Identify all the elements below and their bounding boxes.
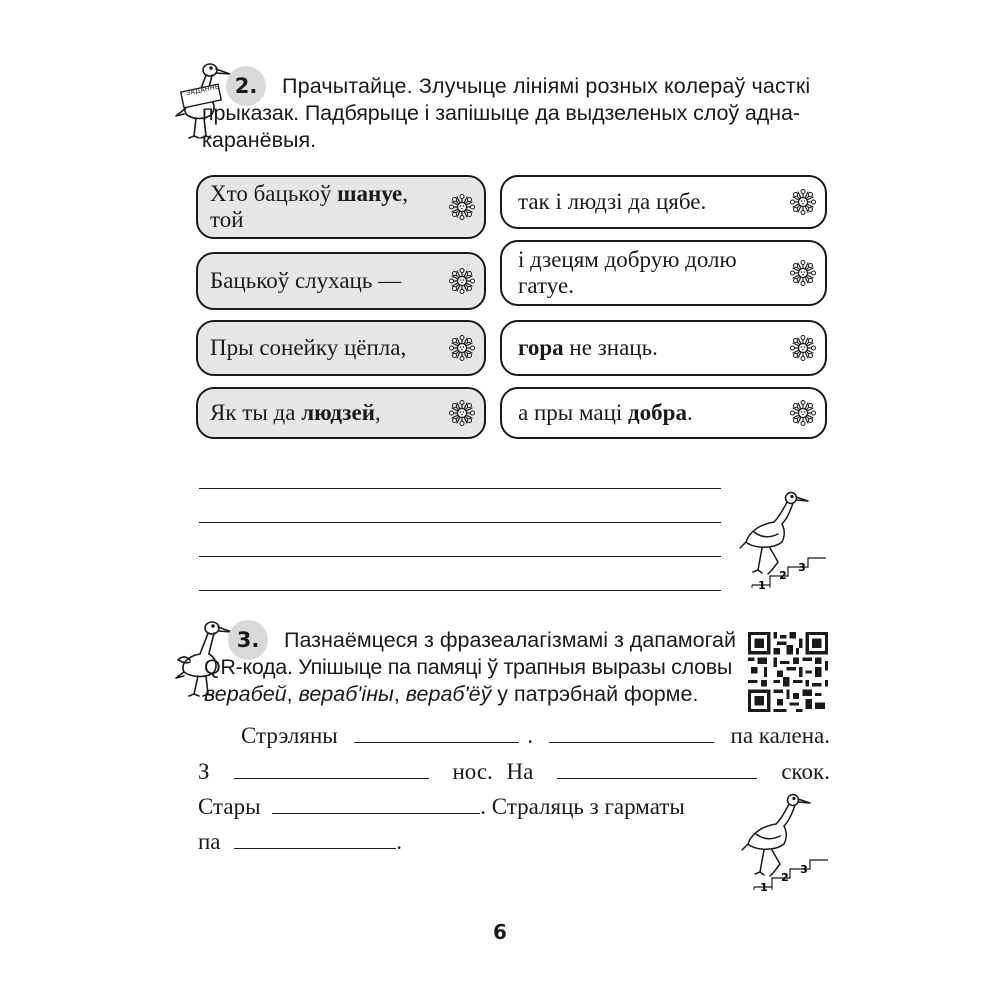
blank-2[interactable] [549,722,714,743]
task-3-number: 3. [228,620,268,660]
step-label-1: 1 [760,881,768,894]
cornflower-icon [790,260,816,286]
cornflower-icon [449,335,475,361]
answer-line-2[interactable] [199,522,721,523]
step-label-3: 3 [800,863,808,876]
task-2-number: 2. [226,66,266,106]
blank-3[interactable] [234,758,429,779]
proverb-part-left-4[interactable]: Як ты да людзей, [196,387,486,439]
answer-line-1[interactable] [199,488,721,489]
cornflower-icon [449,194,475,220]
proverb-part-right-3[interactable]: гора не знаць. [500,320,827,376]
task-2-instruction-line3: каранёвыя. [202,128,317,152]
page-number: 6 [493,920,507,944]
task-3-instruction-line2: QR-кода. Упішыце па памяці ў трапныя выразы словы [204,655,733,679]
cornflower-icon [790,189,816,215]
stork-steps-icon [740,790,832,895]
cornflower-icon [790,400,816,426]
blank-5[interactable] [272,793,480,814]
cornflower-icon [449,268,475,294]
step-label-2: 2 [781,871,789,884]
proverb-part-right-1[interactable]: так і людзі да цябе. [500,175,827,229]
stork-steps-icon [738,488,830,593]
task-3-instruction-line3: верабей, вераб'іны, вераб'ёў у патрэбнай форме. [204,682,699,706]
task-3-instruction [204,627,744,708]
cornflower-icon [790,335,816,361]
task-2-instruction-line1: Прачытайце. Злучыце лініямі розных колераў часткі [282,74,811,98]
proverb-part-left-3[interactable]: Пры сонейку цёпла, [196,320,486,376]
answer-line-3[interactable] [199,556,721,557]
stork-sign-text: ЗАДАННЕ [185,82,220,98]
proverb-part-right-4[interactable]: а пры маці добра. [500,387,827,439]
proverb-part-left-1[interactable]: Хто бацькоў шануе, той [196,175,486,239]
proverb-part-left-2[interactable]: Бацькоў слухаць — [196,252,486,310]
qr-code-icon[interactable] [748,632,828,712]
blank-4[interactable] [557,758,757,779]
exercise-row-4: па . [198,829,403,854]
step-label-1: 1 [758,579,766,592]
exercise-row-3: Стары . Страляць з гарматы [198,794,685,819]
proverb-part-right-2[interactable]: і дзецям добрую долю гатуе. [500,240,827,306]
step-label-3: 3 [798,561,806,574]
answer-line-4[interactable] [199,590,721,591]
task-2-instruction-line2: прыказак. Падбярыце і запішыце да выдзеленых слоў адна- [202,101,800,125]
step-label-2: 2 [779,569,787,582]
cornflower-icon [449,400,475,426]
task-3-instruction-line1: Пазнаёмцеся з фразеалагізмамі з дапамогай [284,628,736,652]
exercise-row-1: Стрэляны . па калена. [241,723,830,748]
blank-1[interactable] [354,722,519,743]
exercise-row-2: З нос. На скок. [198,759,830,784]
blank-6[interactable] [234,828,396,849]
